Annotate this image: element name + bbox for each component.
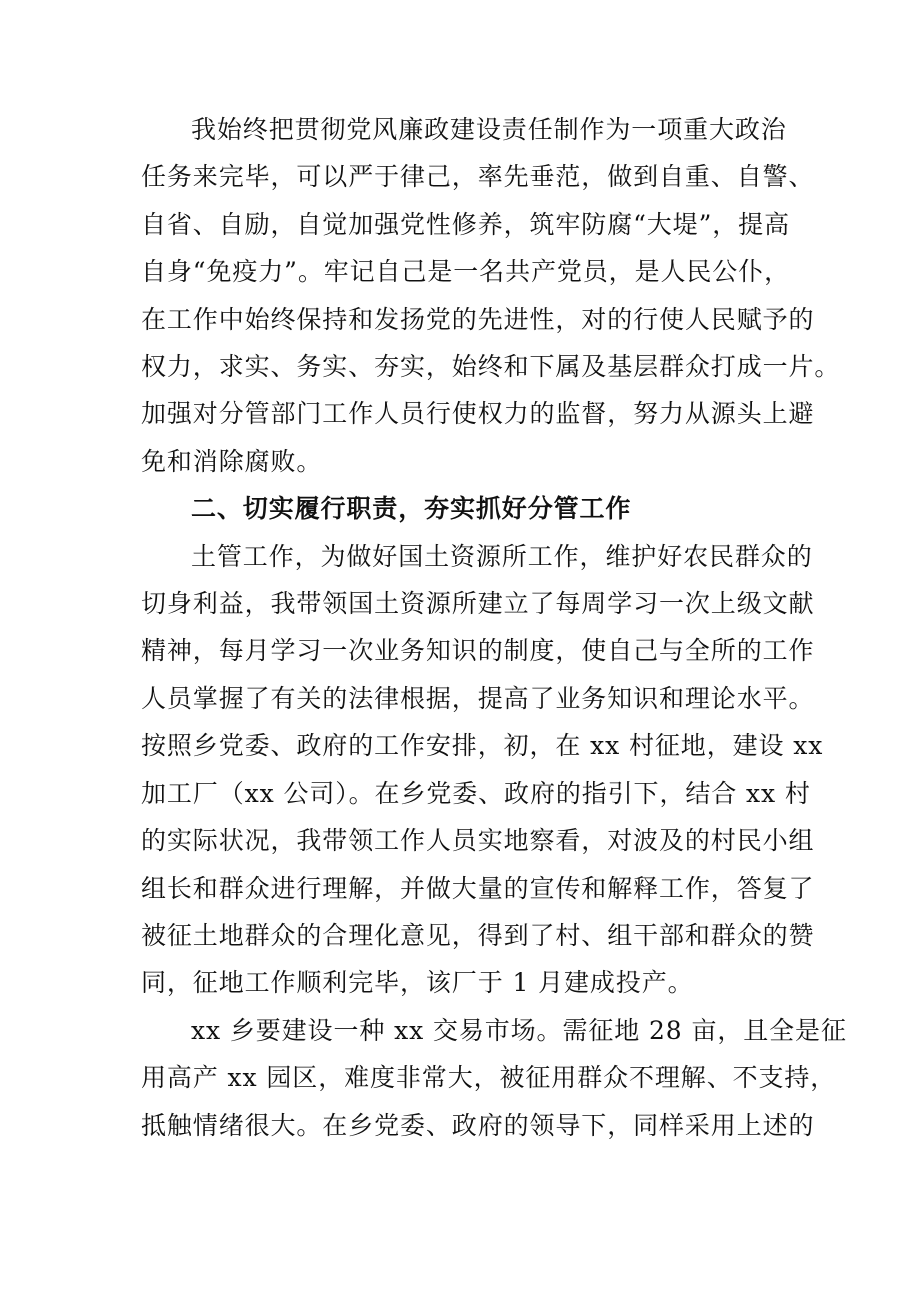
section-heading: 二、切实履行职责，夯实抓好分管工作	[191, 494, 632, 524]
paragraph-land-management	[141, 533, 824, 1007]
text-line: xx 乡要建设一种 xx 交易市场。需征地 28 亩，且全是征	[191, 1015, 847, 1045]
text-line: 被征土地群众的合理化意见，得到了村、组干部和群众的赞	[141, 920, 815, 950]
text-line: 加强对分管部门工作人员行使权力的监督，努力从源头上避	[141, 399, 815, 429]
paragraph-integrity	[141, 106, 841, 485]
text-line: 组长和群众进行理解，并做大量的宣传和解释工作，答复了	[141, 873, 815, 903]
text-line: 的实际状况，我带领工作人员实地察看，对波及的村民小组	[141, 826, 815, 856]
paragraph-market	[141, 1007, 847, 1149]
text-line: 土管工作，为做好国土资源所工作，维护好农民群众的	[191, 541, 813, 571]
text-line: 任务来完毕，可以严于律己，率先垂范，做到自重、自警、	[141, 162, 815, 192]
text-line: 人员掌握了有关的法律根据，提高了业务知识和理论水平。	[141, 683, 815, 713]
text-line: 切身利益，我带领国土资源所建立了每周学习一次上级文献	[141, 589, 815, 619]
text-line: 按照乡党委、政府的工作安排，初，在 xx 村征地，建设 xx	[141, 731, 824, 761]
text-line: 免和消除腐败。	[141, 446, 323, 476]
text-line: 精神，每月学习一次业务知识的制度，使自己与全所的工作	[141, 636, 815, 666]
text-line: 在工作中始终保持和发扬党的先进性，对的行使人民赋予的	[141, 304, 815, 334]
text-line: 抵触情绪很大。在乡党委、政府的领导下，同样采用上述的	[141, 1110, 815, 1140]
text-line: 权力，求实、务实、夯实，始终和下属及基层群众打成一片。	[141, 352, 841, 382]
text-line: 加工厂（xx 公司）。在乡党委、政府的指引下，结合 xx 村	[141, 778, 811, 808]
text-line: 同，征地工作顺利完毕，该厂于 1 月建成投产。	[141, 968, 694, 998]
document-body	[141, 106, 847, 1149]
text-line: 自身“免疫力”。牢记自己是一名共产党员，是人民公仆，	[141, 257, 790, 287]
text-line: 用高产 xx 园区，难度非常大，被征用群众不理解、不支持，	[141, 1063, 837, 1093]
text-line: 自省、自励，自觉加强党性修养，筑牢防腐“大堤”，提高	[141, 209, 790, 239]
text-line: 我始终把贯彻党风廉政建设责任制作为一项重大政治	[191, 115, 787, 144]
